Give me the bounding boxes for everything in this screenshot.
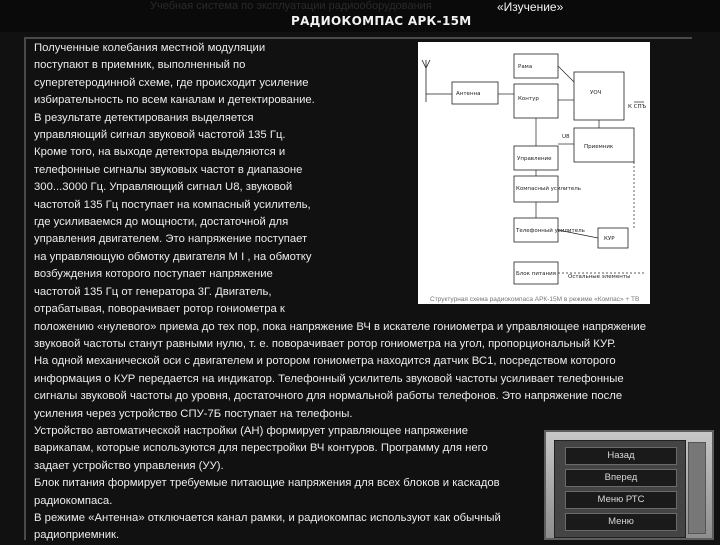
body-line: В результате детектирования выделяется	[34, 111, 254, 124]
body-line: На одной механической оси с двигателем и ротором гониометра находится датчик ВС1, посредством которого	[34, 355, 616, 368]
uoch-block	[574, 72, 624, 120]
uoch-block-label: УОЧ	[590, 90, 602, 96]
nav-panel	[544, 430, 714, 540]
body-line: сигналы звуковой частоты до уровня, достаточного для нормальной работы телефонов. Это напряжение после	[34, 390, 623, 403]
body-line: избирательность по всем каналам и детектирование.	[34, 94, 315, 107]
body-line: возбуждения которого поступает напряжение	[34, 268, 273, 281]
body-line: радиоприемник.	[34, 529, 120, 542]
body-line: радиокомпаса.	[34, 494, 113, 507]
body-line: где усиливаемся до мощности, достаточной для	[34, 216, 289, 229]
control-block-label: Управление	[517, 156, 552, 162]
body-line: В режиме «Антенна» отключается канал рамки, и радиокомпас используют как обычный	[34, 511, 501, 524]
kur-block-label: КУР	[604, 236, 615, 242]
body-line: Кроме того, на выходе детектора выделяются и	[34, 146, 286, 159]
body-line: частотой 135 Гц от генератора 3Г. Двигатель,	[34, 285, 272, 298]
body-line: положению «нулевого» приема до тех пор, пока напряжение ВЧ в искателе гониометра и управляющее напряжение	[34, 320, 647, 333]
body-line: 300...3000 Гц. Управляющий сигнал U8, звуковой	[34, 181, 293, 194]
body-line: управляющий сигнал звуковой частотой 135 Гц.	[34, 129, 286, 142]
kontur-block-label: Контур	[518, 96, 539, 102]
course-name: Учебная система по эксплуатации радиооборудования	[150, 0, 432, 12]
body-line: частотой 135 Гц поступает на компасный усилитель,	[34, 198, 311, 211]
connector	[558, 66, 574, 82]
other-elements-label: Остальные элементы	[568, 274, 631, 280]
nav-button-stack	[554, 440, 686, 538]
block-diagram	[418, 42, 650, 304]
body-line: Устройство автоматической настройки (АН) формирует управляющее напряжение	[34, 424, 469, 437]
body-line: задает устройство управления (УУ).	[34, 459, 224, 472]
body-line: супергетеродинной схеме, где происходит усиление	[34, 76, 309, 89]
body-line: варикапам, которые используются для перестройки ВЧ контуров. Программу для него	[34, 442, 488, 455]
diagram-caption: Структурная схема радиокомпаса АРК-15М в режиме «Компас» + ТВ	[430, 296, 640, 303]
u8-label: U8	[562, 134, 570, 140]
body-line: управления двигателем. Это напряжение поступает	[34, 233, 308, 246]
power-block-label: Блок питания	[516, 271, 556, 277]
nav-side-rail	[688, 442, 706, 534]
body-line: Блок питания формирует требуемые питающие напряжения для всех блоков и каскадов	[34, 477, 500, 490]
spu-output-label: К СПЪ	[628, 104, 647, 110]
body-line: усиления через устройство СПУ-7Б поступает на телефоны.	[34, 407, 353, 420]
page-title: РАДИОКОМПАС АРК-15М	[291, 14, 472, 28]
body-line: информация о КУР передается на индикатор. Телефонный усилитель звуковой частоты усиливает телефонные	[34, 372, 624, 385]
forward-button[interactable]: Вперед	[565, 469, 677, 487]
compass-amp-block-label: Компасный усилитель	[516, 186, 581, 192]
body-line: Полученные колебания местной модуляции	[34, 42, 266, 54]
mode-label: «Изучение»	[497, 0, 564, 14]
header-bar	[0, 0, 720, 32]
rama-block-label: Рама	[518, 64, 533, 70]
antenna-block-label: Антенна	[456, 91, 481, 97]
body-line: на управляющую обмотку двигателя М I , на обмотку	[34, 250, 312, 263]
body-line: отрабатывая, поворачивает ротор гониометра к	[34, 303, 285, 316]
menu-button[interactable]: Меню	[565, 513, 677, 531]
body-line: звуковой частоты станут равными нулю, т. е. поворачивает ротор гониометра на угол, пропорциональный КУР.	[34, 337, 616, 350]
phone-amp-block-label: Телефонный усилитель	[516, 228, 585, 234]
body-line: поступают в приемник, выполненный по	[34, 59, 246, 72]
rts-menu-button[interactable]: Меню РТС	[565, 491, 677, 509]
back-button[interactable]: Назад	[565, 447, 677, 465]
receiver-block-label: Приемник	[584, 144, 614, 150]
body-line: телефонные сигналы звуковых частот в диапазоне	[34, 163, 303, 176]
